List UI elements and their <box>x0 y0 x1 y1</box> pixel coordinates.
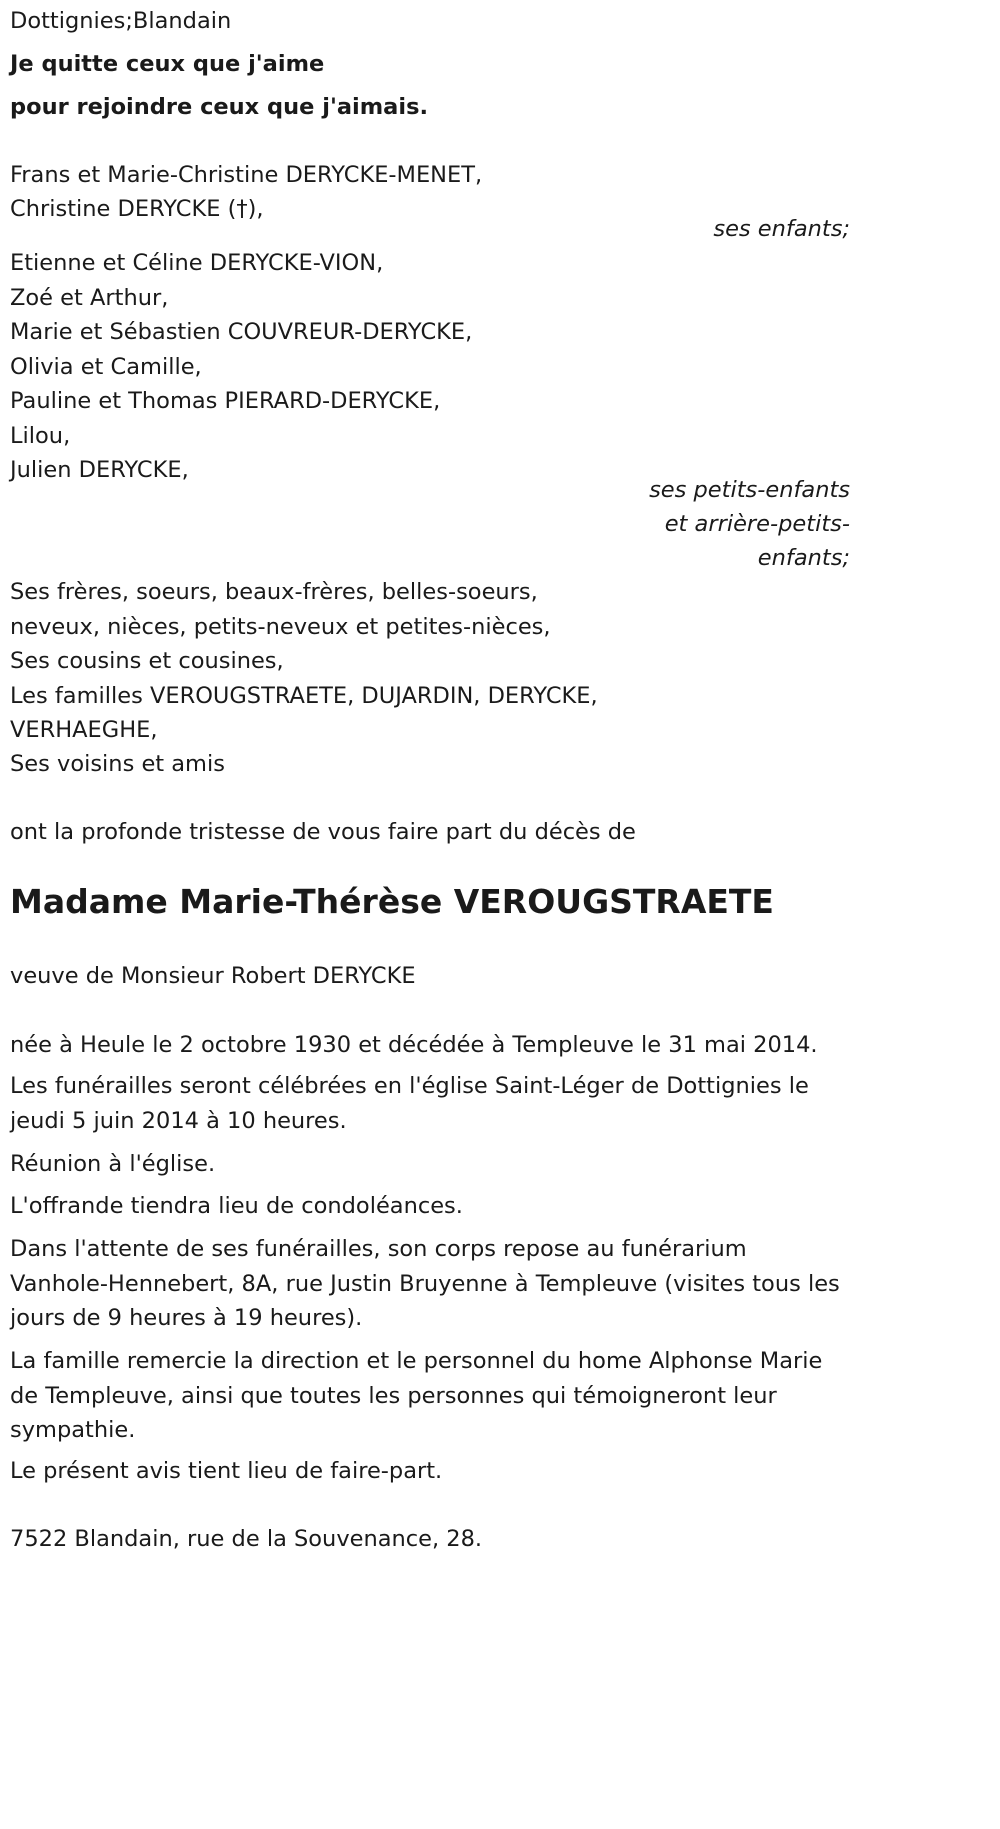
deceased-name: Madame Marie-Thérèse VEROUGSTRAETE <box>10 882 774 921</box>
grandchild-name: Olivia et Camille, <box>10 354 202 380</box>
grandchild-name: Julien DERYCKE, <box>10 457 189 483</box>
grandchild-name: Etienne et Céline DERYCKE-VION, <box>10 250 384 276</box>
children-name: Christine DERYCKE (†), <box>10 196 264 222</box>
family-line: Les familles VEROUGSTRAETE, DUJARDIN, DERYCKE, <box>10 683 598 709</box>
family-line: Ses voisins et amis <box>10 751 225 777</box>
epigraph-line-1: Je quitte ceux que j'aime <box>10 51 325 77</box>
meeting-text: Réunion à l'église. <box>10 1151 216 1177</box>
grandchild-name: Marie et Sébastien COUVREUR-DERYCKE, <box>10 319 473 345</box>
location-line: Dottignies;Blandain <box>10 8 232 34</box>
announcement-text: ont la profonde tristesse de vous faire part du décès de <box>10 819 636 845</box>
birth-death-text: née à Heule le 2 octobre 1930 et décédée à Templeuve le 31 mai 2014. <box>10 1032 818 1058</box>
address-text: 7522 Blandain, rue de la Souvenance, 28. <box>10 1526 483 1552</box>
thanks-text: La famille remercie la direction et le personnel du home Alphonse Marie de Templeuve, ainsi que toutes les personnes qui témoigneront leur sympathie. <box>10 1348 823 1443</box>
widow-of-text: veuve de Monsieur Robert DERYCKE <box>10 963 416 989</box>
grandchild-name: Zoé et Arthur, <box>10 285 169 311</box>
funeral-text: Les funérailles seront célébrées en l'église Saint-Léger de Dottignies le jeudi 5 juin 2014 à 10 heures. <box>10 1073 809 1134</box>
grandchild-name: Lilou, <box>10 423 71 449</box>
family-line: neveux, nièces, petits-neveux et petites-nièces, <box>10 614 551 640</box>
grandchildren-relation-line: enfants; <box>757 545 850 571</box>
family-line: VERHAEGHE, <box>10 717 158 743</box>
children-relation: ses enfants; <box>713 216 850 242</box>
epigraph-line-2: pour rejoindre ceux que j'aimais. <box>10 94 429 120</box>
family-line: Ses frères, soeurs, beaux-frères, belles-soeurs, <box>10 579 538 605</box>
grandchildren-relation-line: ses petits-enfants <box>649 477 850 503</box>
grandchild-name: Pauline et Thomas PIERARD-DERYCKE, <box>10 388 441 414</box>
notice-text: Le présent avis tient lieu de faire-part. <box>10 1458 443 1484</box>
funerarium-text: Dans l'attente de ses funérailles, son corps repose au funérarium Vanhole-Hennebert, 8A, rue Justin Bruyenne à Templeuve (visites tous les jours de 9 heures à 19 heures). <box>10 1236 840 1331</box>
family-line: Ses cousins et cousines, <box>10 648 284 674</box>
grandchildren-relation-line: et arrière-petits- <box>664 511 850 537</box>
offering-text: L'offrande tiendra lieu de condoléances. <box>10 1193 463 1219</box>
children-name: Frans et Marie-Christine DERYCKE-MENET, <box>10 162 483 188</box>
